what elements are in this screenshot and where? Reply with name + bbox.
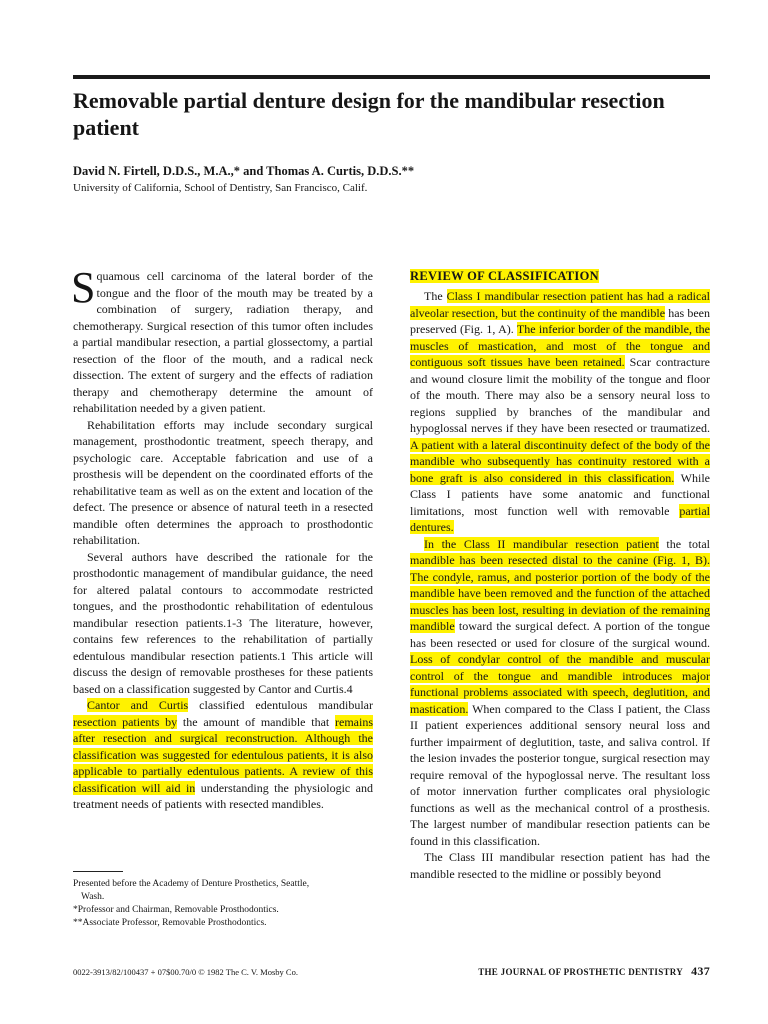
- footnotes: [73, 878, 378, 930]
- intro-paragraph: Squamous cell carcinoma of the lateral border of the tongue and the floor of the mouth may be treated by a combination of surgery, radiation therapy, and chemotherapy. Surgical resection of this tumor often includes a partial mandibular resection, a partial glossectomy, a partial resection of the floor of the mouth, and a radical neck dissection. The extent of surgery and the effects of radiation therapy and chemotherapy determine the amount of rehabilitation needed by a given patient.: [71, 263, 373, 415]
- highlight: In the Class II mandibular resection patient: [424, 536, 659, 551]
- highlight: Class I mandibular resection patient has had a radical alveolar resection, but the continuity of the mandible: [410, 289, 710, 320]
- footnote-presented-cont: Wash.: [81, 892, 105, 902]
- page-number: 437: [691, 964, 710, 978]
- highlight: resection patients by: [73, 714, 178, 729]
- highlight: The inferior border of the mandible, the muscles of mastication, and most of the tongue and contiguous soft tissues have been retained.: [410, 322, 710, 369]
- left-column: [71, 263, 373, 813]
- footer-journal: [478, 965, 710, 978]
- highlight: Cantor and Curtis: [87, 698, 189, 712]
- footnote-presented: Presented before the Academy of Denture Prosthetics, Seattle,: [73, 879, 310, 889]
- rehabilitation-paragraph: Rehabilitation efforts may include secondary surgical management, prosthodontic treatment, speech therapy, and psychologic care. Acceptable fabrication and use of a prosthesis will be dependent on the coordinated efforts of the rehabilitative team as well as on the extent and location of the defect. The presence or absence of natural teeth in a resected mandible often determines the approach to prosthodontic rehabilitation.: [73, 417, 373, 547]
- highlight: remains after resection and surgical reconstruction. Although the classification was suggested for edentulous patients, it is also applicable to partially edentulous patients. A review of this classification will aid in: [73, 714, 373, 795]
- highlight: partial dentures.: [410, 503, 710, 534]
- highlight: A patient with a lateral discontinuity defect of the body of the mandible who subsequently has continuity restored with a bone graft is also considered in this classification.: [410, 437, 710, 485]
- footnote-author-2: **Associate Professor, Removable Prosthodontics.: [73, 918, 267, 928]
- article-title: Removable partial denture design for the mandibular resection patient: [73, 88, 665, 140]
- highlight: Loss of condylar control of the mandible and muscular control of the tongue and mandible introduces major functional problems associated with speech, deglutition, and mastication.: [410, 652, 710, 716]
- journal-name: THE JOURNAL OF PROSTHETIC DENTISTRY: [478, 967, 684, 977]
- highlight: REVIEW OF CLASSIFICATION: [410, 269, 599, 283]
- classification-paragraph: Cantor and Curtis classified edentulous mandibular resection patients by the amount of mandible that remains after resection and surgical reconstruction. Although the classification was suggested for edentulous patients, it is also applicable to partially edentulous patients. A review of this classification will aid in understanding the physiologic and treatment needs of patients with resected mandibles.: [73, 698, 373, 811]
- footer-code: 0022-3913/82/100437 + 07$00.70/0 © 1982 The C. V. Mosby Co.: [73, 967, 298, 977]
- affiliation: University of California, School of Dentistry, San Francisco, Calif.: [73, 182, 368, 194]
- footnote-author-1: *Professor and Chairman, Removable Prosthodontics.: [73, 905, 279, 915]
- drop-cap: S: [71, 263, 96, 312]
- highlight: mandible has been resected distal to the canine (Fig. 1, B). The condyle, ramus, and posterior portion of the body of the mandible have been removed and the function of the attached muscles has been lost, resulting in deviation of the remaining mandible: [410, 553, 710, 633]
- right-column: [410, 268, 710, 882]
- class-one-paragraph: The Class I mandibular resection patient has had a radical alveolar resection, but the continuity of the mandible has been preserved (Fig. 1, A). The inferior border of the mandible, the muscles of mastication, and most of the tongue and contiguous soft tissues have been retained. Scar contracture and wound closure limit the mobility of the tongue and floor of the mouth. There may also be a sensory neural loss to regions supplied by branches of the mandibular and hypoglossal nerves if they have been resected or traumatized. A patient with a lateral discontinuity defect of the body of the mandible who subsequently has continuity restored with a bone graft is also considered in this classification. While Class I patients have some anatomic and functional limitations, most function well with removable partial dentures.: [410, 289, 710, 534]
- class-three-paragraph: The Class III mandibular resection patient has had the mandible resected to the midline or possibly beyond: [410, 850, 710, 881]
- top-rule: [73, 75, 710, 79]
- literature-paragraph: Several authors have described the rationale for the prosthodontic management of mandibular guidance, the need for altered palatal contours to accommodate restricted tongues, and the prosthodontic rehabilitation of edentulous mandibular resection patients.1-3 The literature, however, contains few references to the rehabilitation of partially edentulous mandibular resection patients.1 This article will discuss the design of removable prostheses for these patients based on a classification suggested by Cantor and Curtis.4: [73, 549, 373, 696]
- section-heading: [410, 268, 710, 284]
- footnote-rule: [73, 871, 123, 872]
- class-two-paragraph: In the Class II mandibular resection patient the total mandible has been resected distal to the canine (Fig. 1, B). The condyle, ramus, and posterior portion of the body of the mandible have been removed and the function of the attached muscles has been lost, resulting in deviation of the remaining mandible toward the surgical defect. A portion of the tongue has been resected or used for closure of the surgical wound. Loss of condylar control of the mandible and muscular control of the tongue and mandible introduces major functional problems associated with speech, deglutition, and mastication. When compared to the Class I patient, the Class II patient experiences additional sensory neural loss and further impairment of deglutition, taste, and saliva control. If the lesion invades the posterior tongue, surgical resection may require removal of the hypoglossal nerve. The resultant loss of motor innervation further complicates oral physiologic functions as well as the mechanical control of a prosthesis. The largest number of mandibular resection patients can be found in this classification.: [410, 536, 710, 848]
- author-line: David N. Firtell, D.D.S., M.A.,* and Thomas A. Curtis, D.D.S.**: [73, 164, 415, 178]
